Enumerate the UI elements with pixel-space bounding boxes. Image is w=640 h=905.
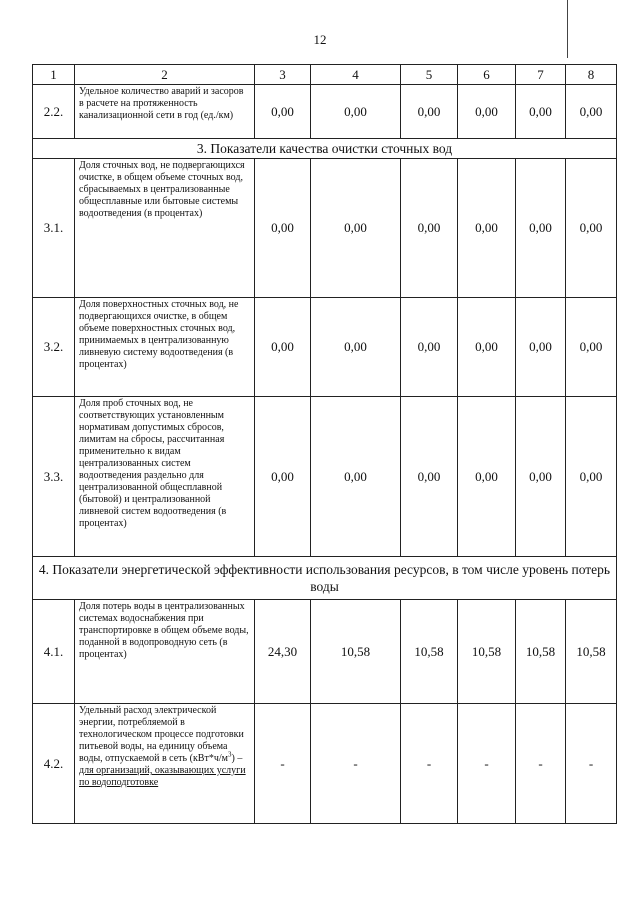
- value-cell: 0,00: [566, 85, 617, 139]
- value-cell: 0,00: [255, 85, 311, 139]
- row-description: [75, 397, 255, 557]
- value-cell: 10,58: [516, 600, 566, 704]
- value-cell: 0,00: [311, 159, 401, 298]
- value-cell: 0,00: [516, 159, 566, 298]
- table-row: [33, 397, 617, 557]
- column-header: 8: [566, 65, 617, 85]
- value-cell: 0,00: [311, 85, 401, 139]
- row-number: 4.1.: [33, 600, 75, 704]
- value-cell: 10,58: [311, 600, 401, 704]
- value-cell: 0,00: [458, 85, 516, 139]
- description-text: Доля потерь воды в централизованных системах водоснабжения при транспортировке в общем объеме воды, поданной в водопроводную сеть (в процентах): [79, 601, 249, 660]
- column-header: 3: [255, 65, 311, 85]
- table-row: [33, 600, 617, 704]
- row-number: 4.2.: [33, 704, 75, 824]
- value-cell: -: [516, 704, 566, 824]
- value-cell: 0,00: [255, 298, 311, 397]
- column-header: 4: [311, 65, 401, 85]
- value-cell: 0,00: [516, 298, 566, 397]
- description-text: Доля сточных вод, не подвергающихся очистке, в общем объеме сточных вод, сбрасываемых в централизованные общесплавные или бытовые системы водоотведения (в процентах): [79, 160, 245, 219]
- value-cell: -: [255, 704, 311, 824]
- value-cell: 0,00: [458, 397, 516, 557]
- margin-line: [567, 0, 568, 58]
- description-text: Доля проб сточных вод, не соответствующих установленным нормативам допустимых сбросов, лимитам на сбросы, рассчитанная применительно к видам централизованных систем водоотведения раздельно для централизованной общесплавной (бытовой) и централизованной ливневой систем водоотведения (в процентах): [79, 398, 227, 529]
- table-row: [33, 298, 617, 397]
- value-cell: 24,30: [255, 600, 311, 704]
- value-cell: 0,00: [401, 159, 458, 298]
- value-cell: 0,00: [255, 397, 311, 557]
- value-cell: 10,58: [566, 600, 617, 704]
- value-cell: 0,00: [311, 397, 401, 557]
- row-number: 3.1.: [33, 159, 75, 298]
- column-header: 6: [458, 65, 516, 85]
- description-text: Доля поверхностных сточных вод, не подвергающихся очистке, в общем объеме поверхностных сточных вод, принимаемых в централизованную ливневую систему водоотведения (в процентах): [79, 299, 239, 370]
- row-number: 2.2.: [33, 85, 75, 139]
- table-row: [33, 85, 617, 139]
- row-description: [75, 159, 255, 298]
- value-cell: 10,58: [401, 600, 458, 704]
- column-header: 2: [75, 65, 255, 85]
- value-cell: 0,00: [401, 298, 458, 397]
- section-title: 4. Показатели энергетической эффективности использования ресурсов, в том числе уровень потерь воды: [33, 557, 617, 600]
- column-header: 1: [33, 65, 75, 85]
- row-description: [75, 600, 255, 704]
- description-note: для организаций, оказывающих услуги по водоподготовке: [79, 765, 246, 788]
- section-header-row: [33, 139, 617, 159]
- value-cell: -: [566, 704, 617, 824]
- value-cell: 0,00: [566, 159, 617, 298]
- description-text: Удельный расход электрической энергии, потребляемой в технологическом процессе подготовки питьевой воды, на единицу объема воды, отпускаемой в сеть (кВт*ч/м: [79, 705, 244, 764]
- page-number: 12: [313, 32, 327, 47]
- section-title: 3. Показатели качества очистки сточных вод: [33, 139, 617, 159]
- value-cell: 0,00: [255, 159, 311, 298]
- row-description: [75, 704, 255, 824]
- value-cell: 0,00: [401, 397, 458, 557]
- column-header: 7: [516, 65, 566, 85]
- value-cell: 0,00: [458, 298, 516, 397]
- table-row: [33, 159, 617, 298]
- row-number: 3.3.: [33, 397, 75, 557]
- description-text: Удельное количество аварий и засоров в расчете на протяженность канализационной сети в год (ед./км): [79, 86, 244, 121]
- unit-superscript: 3: [227, 750, 232, 759]
- value-cell: -: [401, 704, 458, 824]
- column-header: 5: [401, 65, 458, 85]
- value-cell: -: [458, 704, 516, 824]
- value-cell: 0,00: [566, 298, 617, 397]
- indicators-table: [32, 64, 617, 824]
- value-cell: 0,00: [516, 397, 566, 557]
- row-description: [75, 298, 255, 397]
- table-header-row: [33, 65, 617, 85]
- value-cell: 0,00: [401, 85, 458, 139]
- value-cell: 0,00: [566, 397, 617, 557]
- value-cell: 0,00: [311, 298, 401, 397]
- value-cell: -: [311, 704, 401, 824]
- row-number: 3.2.: [33, 298, 75, 397]
- table-row: [33, 704, 617, 824]
- value-cell: 10,58: [458, 600, 516, 704]
- row-description: [75, 85, 255, 139]
- description-tail: ) –: [231, 753, 243, 764]
- value-cell: 0,00: [458, 159, 516, 298]
- section-header-row: [33, 557, 617, 600]
- value-cell: 0,00: [516, 85, 566, 139]
